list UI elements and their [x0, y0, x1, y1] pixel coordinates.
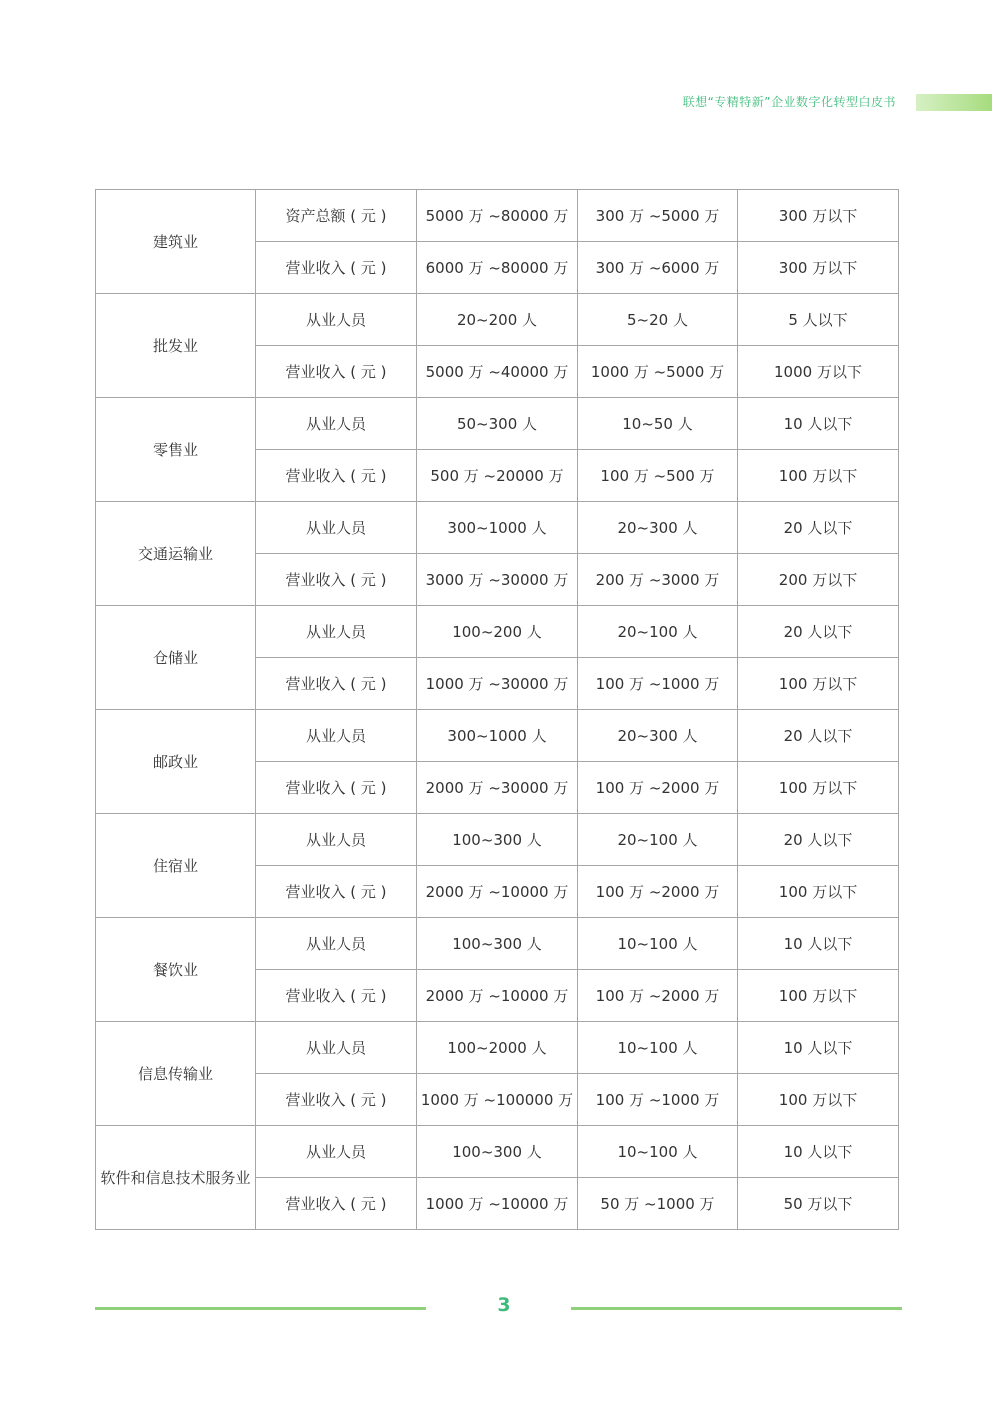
- table-row: [96, 606, 899, 658]
- small-range-cell: 1000 万 ~5000 万: [578, 346, 738, 398]
- small-range-cell: 10~100 人: [578, 1126, 738, 1178]
- table-row: [96, 398, 899, 450]
- medium-range-cell: 100~300 人: [417, 814, 578, 866]
- metric-name-cell: 从业人员: [256, 1126, 417, 1178]
- small-range-cell: 20~100 人: [578, 814, 738, 866]
- small-range-cell: 200 万 ~3000 万: [578, 554, 738, 606]
- industry-cell: 软件和信息技术服务业: [96, 1126, 256, 1230]
- medium-range-cell: 1000 万 ~100000 万: [417, 1074, 578, 1126]
- medium-range-cell: 20~200 人: [417, 294, 578, 346]
- small-range-cell: 10~100 人: [578, 918, 738, 970]
- table-row: [96, 918, 899, 970]
- metric-name-cell: 从业人员: [256, 502, 417, 554]
- small-range-cell: 100 万 ~2000 万: [578, 970, 738, 1022]
- medium-range-cell: 100~2000 人: [417, 1022, 578, 1074]
- micro-range-cell: 50 万以下: [738, 1178, 899, 1230]
- table-row: [96, 710, 899, 762]
- small-range-cell: 5~20 人: [578, 294, 738, 346]
- industry-cell: 交通运输业: [96, 502, 256, 606]
- micro-range-cell: 20 人以下: [738, 606, 899, 658]
- medium-range-cell: 300~1000 人: [417, 502, 578, 554]
- micro-range-cell: 100 万以下: [738, 1074, 899, 1126]
- metric-name-cell: 从业人员: [256, 1022, 417, 1074]
- medium-range-cell: 100~200 人: [417, 606, 578, 658]
- table-body: [96, 190, 899, 1230]
- micro-range-cell: 100 万以下: [738, 970, 899, 1022]
- table-row: [96, 502, 899, 554]
- metric-name-cell: 营业收入 ( 元 ): [256, 346, 417, 398]
- metric-name-cell: 从业人员: [256, 294, 417, 346]
- metric-name-cell: 营业收入 ( 元 ): [256, 242, 417, 294]
- metric-name-cell: 从业人员: [256, 814, 417, 866]
- medium-range-cell: 100~300 人: [417, 918, 578, 970]
- medium-range-cell: 2000 万 ~10000 万: [417, 866, 578, 918]
- micro-range-cell: 10 人以下: [738, 1126, 899, 1178]
- metric-name-cell: 资产总额 ( 元 ): [256, 190, 417, 242]
- micro-range-cell: 300 万以下: [738, 190, 899, 242]
- small-range-cell: 50 万 ~1000 万: [578, 1178, 738, 1230]
- small-range-cell: 20~100 人: [578, 606, 738, 658]
- small-range-cell: 100 万 ~500 万: [578, 450, 738, 502]
- table-row: [96, 294, 899, 346]
- small-range-cell: 100 万 ~1000 万: [578, 658, 738, 710]
- small-range-cell: 100 万 ~2000 万: [578, 762, 738, 814]
- industry-cell: 信息传输业: [96, 1022, 256, 1126]
- metric-name-cell: 营业收入 ( 元 ): [256, 450, 417, 502]
- metric-name-cell: 从业人员: [256, 398, 417, 450]
- metric-name-cell: 营业收入 ( 元 ): [256, 762, 417, 814]
- table-row: [96, 1126, 899, 1178]
- small-range-cell: 10~100 人: [578, 1022, 738, 1074]
- medium-range-cell: 500 万 ~20000 万: [417, 450, 578, 502]
- footer-divider-left: [95, 1307, 426, 1310]
- medium-range-cell: 100~300 人: [417, 1126, 578, 1178]
- header-accent-bar: [916, 94, 992, 111]
- micro-range-cell: 200 万以下: [738, 554, 899, 606]
- industry-cell: 批发业: [96, 294, 256, 398]
- small-range-cell: 300 万 ~6000 万: [578, 242, 738, 294]
- enterprise-size-standards-table: [95, 189, 899, 1230]
- micro-range-cell: 5 人以下: [738, 294, 899, 346]
- medium-range-cell: 2000 万 ~10000 万: [417, 970, 578, 1022]
- micro-range-cell: 20 人以下: [738, 710, 899, 762]
- metric-name-cell: 营业收入 ( 元 ): [256, 866, 417, 918]
- small-range-cell: 300 万 ~5000 万: [578, 190, 738, 242]
- industry-cell: 建筑业: [96, 190, 256, 294]
- medium-range-cell: 1000 万 ~10000 万: [417, 1178, 578, 1230]
- micro-range-cell: 20 人以下: [738, 502, 899, 554]
- micro-range-cell: 1000 万以下: [738, 346, 899, 398]
- industry-cell: 零售业: [96, 398, 256, 502]
- metric-name-cell: 从业人员: [256, 710, 417, 762]
- metric-name-cell: 营业收入 ( 元 ): [256, 554, 417, 606]
- table-row: [96, 814, 899, 866]
- medium-range-cell: 5000 万 ~40000 万: [417, 346, 578, 398]
- micro-range-cell: 100 万以下: [738, 762, 899, 814]
- table-row: [96, 190, 899, 242]
- micro-range-cell: 10 人以下: [738, 918, 899, 970]
- page-number: 3: [497, 1294, 511, 1316]
- small-range-cell: 20~300 人: [578, 502, 738, 554]
- micro-range-cell: 20 人以下: [738, 814, 899, 866]
- micro-range-cell: 10 人以下: [738, 398, 899, 450]
- medium-range-cell: 50~300 人: [417, 398, 578, 450]
- medium-range-cell: 6000 万 ~80000 万: [417, 242, 578, 294]
- industry-cell: 餐饮业: [96, 918, 256, 1022]
- medium-range-cell: 3000 万 ~30000 万: [417, 554, 578, 606]
- table-row: [96, 1022, 899, 1074]
- small-range-cell: 100 万 ~1000 万: [578, 1074, 738, 1126]
- industry-cell: 邮政业: [96, 710, 256, 814]
- metric-name-cell: 从业人员: [256, 918, 417, 970]
- medium-range-cell: 2000 万 ~30000 万: [417, 762, 578, 814]
- medium-range-cell: 5000 万 ~80000 万: [417, 190, 578, 242]
- document-header-title: 联想“专精特新”企业数字化转型白皮书: [682, 95, 896, 109]
- small-range-cell: 100 万 ~2000 万: [578, 866, 738, 918]
- metric-name-cell: 营业收入 ( 元 ): [256, 1178, 417, 1230]
- metric-name-cell: 营业收入 ( 元 ): [256, 1074, 417, 1126]
- medium-range-cell: 1000 万 ~30000 万: [417, 658, 578, 710]
- metric-name-cell: 营业收入 ( 元 ): [256, 970, 417, 1022]
- micro-range-cell: 300 万以下: [738, 242, 899, 294]
- footer-divider-right: [571, 1307, 902, 1310]
- metric-name-cell: 营业收入 ( 元 ): [256, 658, 417, 710]
- small-range-cell: 20~300 人: [578, 710, 738, 762]
- micro-range-cell: 100 万以下: [738, 658, 899, 710]
- medium-range-cell: 300~1000 人: [417, 710, 578, 762]
- micro-range-cell: 10 人以下: [738, 1022, 899, 1074]
- micro-range-cell: 100 万以下: [738, 866, 899, 918]
- small-range-cell: 10~50 人: [578, 398, 738, 450]
- micro-range-cell: 100 万以下: [738, 450, 899, 502]
- metric-name-cell: 从业人员: [256, 606, 417, 658]
- industry-cell: 住宿业: [96, 814, 256, 918]
- industry-cell: 仓储业: [96, 606, 256, 710]
